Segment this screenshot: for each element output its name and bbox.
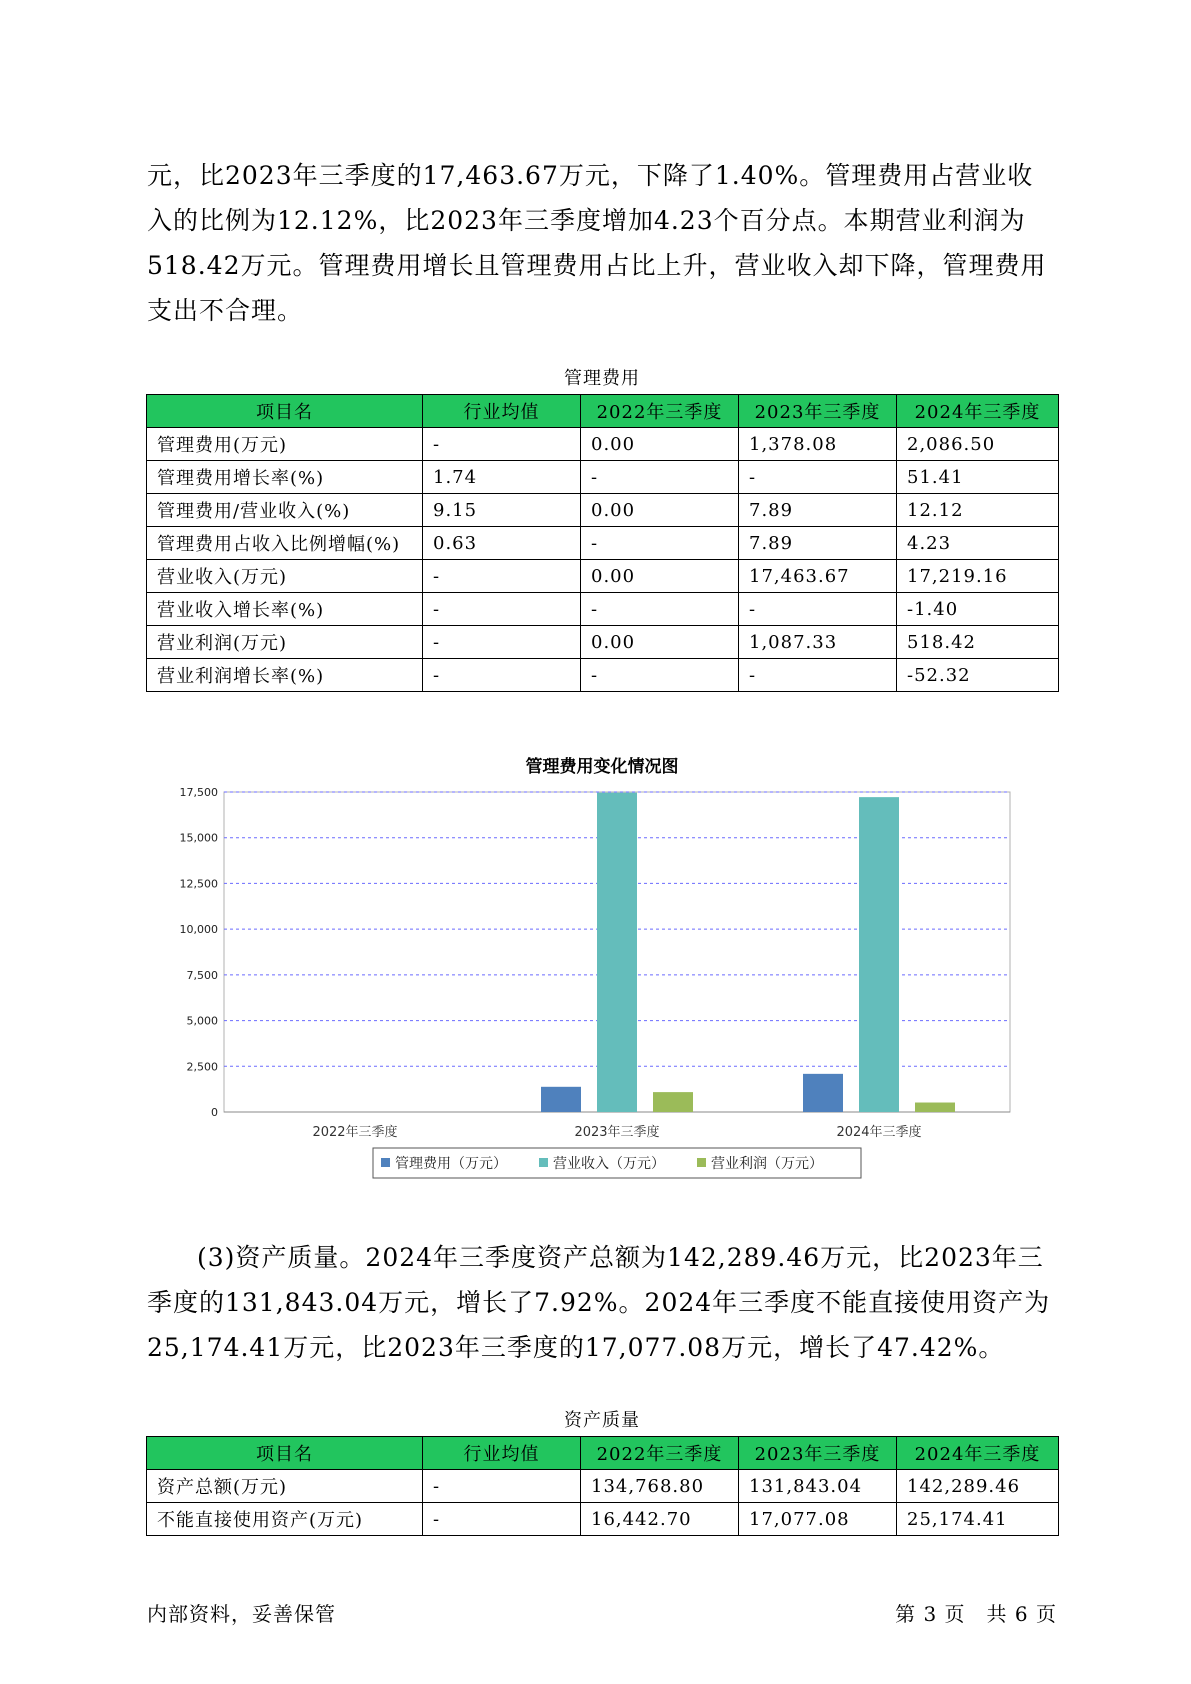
table-cell: 17,077.08 — [739, 1503, 897, 1536]
x-tick-label: 2023年三季度 — [574, 1125, 660, 1140]
paragraph-expense-analysis: 元，比2023年三季度的17,463.67万元，下降了1.40%。管理费用占营业收入的比例为12.12%，比2023年三季度增加4.23个百分点。本期营业利润为518.42万元。管理费用增长且管理费用占比上升，营业收入却下降，管理费用支出不合理。 — [147, 161, 1047, 325]
table-row — [147, 428, 1059, 461]
bar — [541, 1087, 581, 1112]
table-cell: 12.12 — [897, 494, 1059, 527]
table-cell: 0.00 — [581, 428, 739, 461]
header-cell: 2023年三季度 — [739, 1437, 897, 1470]
header-cell: 2024年三季度 — [897, 395, 1059, 428]
table-cell: 16,442.70 — [581, 1503, 739, 1536]
table-cell: -52.32 — [897, 659, 1059, 692]
y-tick-label: 5,000 — [186, 1014, 218, 1028]
table-cell: 7.89 — [739, 494, 897, 527]
footer-confidential-note: 内部资料，妥善保管 — [147, 1602, 336, 1626]
bar — [597, 793, 637, 1112]
table-row — [147, 527, 1059, 560]
chart-title: 管理费用变化情况图 — [525, 757, 679, 777]
header-cell: 2022年三季度 — [581, 1437, 739, 1470]
table-row — [147, 626, 1059, 659]
table-cell: - — [739, 593, 897, 626]
table-cell: 营业利润(万元) — [147, 626, 423, 659]
y-tick-label: 2,500 — [186, 1060, 218, 1074]
y-tick-label: 15,000 — [179, 831, 218, 845]
x-tick-label: 2024年三季度 — [836, 1125, 922, 1140]
table-cell: 51.41 — [897, 461, 1059, 494]
table-cell: 资产总额(万元) — [147, 1470, 423, 1503]
header-cell: 2023年三季度 — [739, 395, 897, 428]
table-cell: 25,174.41 — [897, 1503, 1059, 1536]
table-cell: - — [423, 593, 581, 626]
table-row — [147, 1503, 1059, 1536]
legend-label: 营业利润（万元） — [711, 1156, 823, 1172]
table-cell: 1,378.08 — [739, 428, 897, 461]
table-cell: - — [581, 593, 739, 626]
table-cell: 134,768.80 — [581, 1470, 739, 1503]
header-cell: 行业均值 — [423, 395, 581, 428]
table-cell: 17,463.67 — [739, 560, 897, 593]
table-header-row — [147, 395, 1059, 428]
table-row — [147, 593, 1059, 626]
table-row — [147, 1470, 1059, 1503]
bar — [915, 1103, 955, 1112]
table-cell: - — [739, 461, 897, 494]
table-cell: - — [423, 560, 581, 593]
bar — [803, 1074, 843, 1112]
legend-swatch — [381, 1158, 390, 1167]
paragraph-asset-quality: (3)资产质量。2024年三季度资产总额为142,289.46万元，比2023年三季度的131,843.04万元，增长了7.92%。2024年三季度不能直接使用资产为25,174.41万元，比2023年三季度的17,077.08万元，增长了47.42%。 — [147, 1243, 1051, 1362]
table-cell: 518.42 — [897, 626, 1059, 659]
x-tick-label: 2022年三季度 — [312, 1125, 398, 1140]
table-cell: 7.89 — [739, 527, 897, 560]
table-cell: 管理费用(万元) — [147, 428, 423, 461]
table-cell: 17,219.16 — [897, 560, 1059, 593]
table-cell: 9.15 — [423, 494, 581, 527]
header-cell: 行业均值 — [423, 1437, 581, 1470]
legend-swatch — [697, 1158, 706, 1167]
bar — [859, 797, 899, 1112]
table-cell: 0.00 — [581, 560, 739, 593]
table-cell: 0.63 — [423, 527, 581, 560]
table-cell: - — [423, 1503, 581, 1536]
legend-label: 管理费用（万元） — [395, 1156, 507, 1172]
table-cell: 管理费用增长率(%) — [147, 461, 423, 494]
asset-table — [146, 1436, 1059, 1536]
table-cell: - — [423, 626, 581, 659]
y-tick-label: 7,500 — [186, 968, 218, 982]
table-cell: 管理费用/营业收入(%) — [147, 494, 423, 527]
footer-page-number: 第 3 页 共 6 页 — [895, 1602, 1057, 1626]
table-cell: 1,087.33 — [739, 626, 897, 659]
table-cell: - — [423, 659, 581, 692]
table-cell: 2,086.50 — [897, 428, 1059, 461]
expense-bar-chart — [140, 780, 1020, 1200]
table-cell: 管理费用占收入比例增幅(%) — [147, 527, 423, 560]
table-cell: - — [423, 428, 581, 461]
header-cell: 2022年三季度 — [581, 395, 739, 428]
table-cell: 营业收入增长率(%) — [147, 593, 423, 626]
table-cell: 营业收入(万元) — [147, 560, 423, 593]
table-row — [147, 494, 1059, 527]
y-tick-label: 0 — [211, 1106, 218, 1119]
y-tick-label: 12,500 — [179, 877, 218, 891]
table-cell: 142,289.46 — [897, 1470, 1059, 1503]
table-cell: - — [423, 1470, 581, 1503]
table-cell: -1.40 — [897, 593, 1059, 626]
table-caption-expense: 管理费用 — [564, 368, 640, 389]
table-caption-assets: 资产质量 — [564, 1410, 640, 1431]
legend-label: 营业收入（万元） — [553, 1156, 665, 1172]
header-cell: 项目名 — [147, 1437, 423, 1470]
expense-table — [146, 394, 1059, 692]
y-tick-label: 10,000 — [179, 923, 218, 937]
table-row — [147, 659, 1059, 692]
header-cell: 2024年三季度 — [897, 1437, 1059, 1470]
table-cell: 1.74 — [423, 461, 581, 494]
table-cell: 4.23 — [897, 527, 1059, 560]
table-cell: 0.00 — [581, 626, 739, 659]
table-header-row — [147, 1437, 1059, 1470]
legend-swatch — [539, 1158, 548, 1167]
table-cell: 营业利润增长率(%) — [147, 659, 423, 692]
table-cell: - — [739, 659, 897, 692]
table-cell: - — [581, 527, 739, 560]
table-row — [147, 461, 1059, 494]
y-tick-label: 17,500 — [179, 786, 218, 799]
table-cell: 0.00 — [581, 494, 739, 527]
table-cell: 不能直接使用资产(万元) — [147, 1503, 423, 1536]
header-cell: 项目名 — [147, 395, 423, 428]
table-cell: - — [581, 461, 739, 494]
bar — [653, 1092, 693, 1112]
table-cell: - — [581, 659, 739, 692]
table-row — [147, 560, 1059, 593]
table-cell: 131,843.04 — [739, 1470, 897, 1503]
